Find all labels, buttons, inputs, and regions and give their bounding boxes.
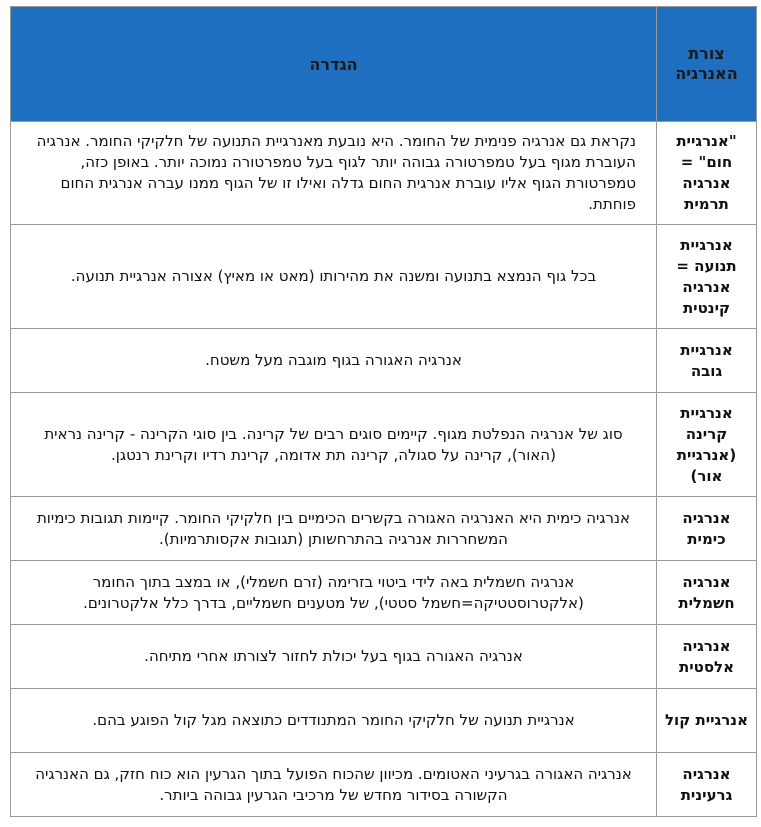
- table-row: [11, 561, 757, 625]
- energy-type-cell: אנרגיה גרעינית: [657, 753, 757, 817]
- energy-type-cell: אנרגיית גובה: [657, 329, 757, 393]
- definition-cell: אנרגיה חשמלית באה לידי ביטוי בזרימה (זרם חשמלי), או במצב בתוך החומר (אלקטרוסטטיקה=חשמל סטטי), של מטענים חשמליים, בדרך כלל אלקטרונים.: [11, 561, 657, 625]
- energy-type-cell: אנרגיה אלסטית: [657, 625, 757, 689]
- table-header-row: [11, 7, 757, 122]
- energy-type-cell: אנרגיית קרינה (אנרגיית אור): [657, 393, 757, 497]
- definition-cell: אנרגיה האגורה בגרעיני האטומים. מכיוון שהכוח הפועל בתוך הגרעין הוא כוח חזק, גם האנרגיה הקשורה בסידור מחדש של מרכיבי הגרעין גבוהה ביותר.: [11, 753, 657, 817]
- definition-cell: נקראת גם אנרגיה פנימית של החומר. היא נובעת מאנרגיית התנועה של חלקיקי החומר. אנרגיה העוברת מגוף בעל טמפרטורה גבוהה יותר לגוף בעל טמפרטורה נמוכה יותר. באופן כזה, טמפרטורת הגוף אליו עוברת אנרגית החום גדלה ואילו זו של הגוף ממנו עברה אנרגית החום פוחתת.: [11, 122, 657, 225]
- energy-type-cell: אנרגיה חשמלית: [657, 561, 757, 625]
- energy-type-cell: אנרגיה כימית: [657, 497, 757, 561]
- definition-cell: אנרגיה האגורה בגוף בעל יכולת לחזור לצורתו אחרי מתיחה.: [11, 625, 657, 689]
- definition-cell: בכל גוף הנמצא בתנועה ומשנה את מהירותו (מאט או מאיץ) אצורה אנרגיית תנועה.: [11, 225, 657, 329]
- definition-cell: סוג של אנרגיה הנפלטת מגוף. קיימים סוגים רבים של קרינה. בין סוגי הקרינה - קרינה נראית (האור), קרינה על סגולה, קרינה תת אדומה, קרינת רדיו וקרינת רנטגן.: [11, 393, 657, 497]
- table-row: [11, 497, 757, 561]
- energy-table-container: [10, 6, 757, 817]
- energy-type-cell: אנרגיית תנועה = אנרגיה קינטית: [657, 225, 757, 329]
- energy-type-cell: אנרגיית קול: [657, 689, 757, 753]
- table-row: [11, 329, 757, 393]
- definition-cell: אנרגיה כימית היא האנרגיה האגורה בקשרים הכימיים בין חלקיקי החומר. קיימות תגובות כימיות המשחררות אנרגיה בהתרחשותן (תגובות אקסותרמיות).: [11, 497, 657, 561]
- header-definition: הגדרה: [11, 7, 657, 122]
- table-row: [11, 122, 757, 225]
- table-row: [11, 689, 757, 753]
- table-row: [11, 753, 757, 817]
- definition-cell: אנרגיית תנועה של חלקיקי החומר המתנודדים כתוצאה מגל קול הפוגע בהם.: [11, 689, 657, 753]
- table-row: [11, 393, 757, 497]
- energy-forms-table: [10, 6, 757, 817]
- energy-type-cell: "אנרגיית חום" = אנרגיה תרמית: [657, 122, 757, 225]
- definition-cell: אנרגיה האגורה בגוף מוגבה מעל משטח.: [11, 329, 657, 393]
- table-row: [11, 625, 757, 689]
- header-energy-type: צורת האנרגיה: [657, 7, 757, 122]
- table-row: [11, 225, 757, 329]
